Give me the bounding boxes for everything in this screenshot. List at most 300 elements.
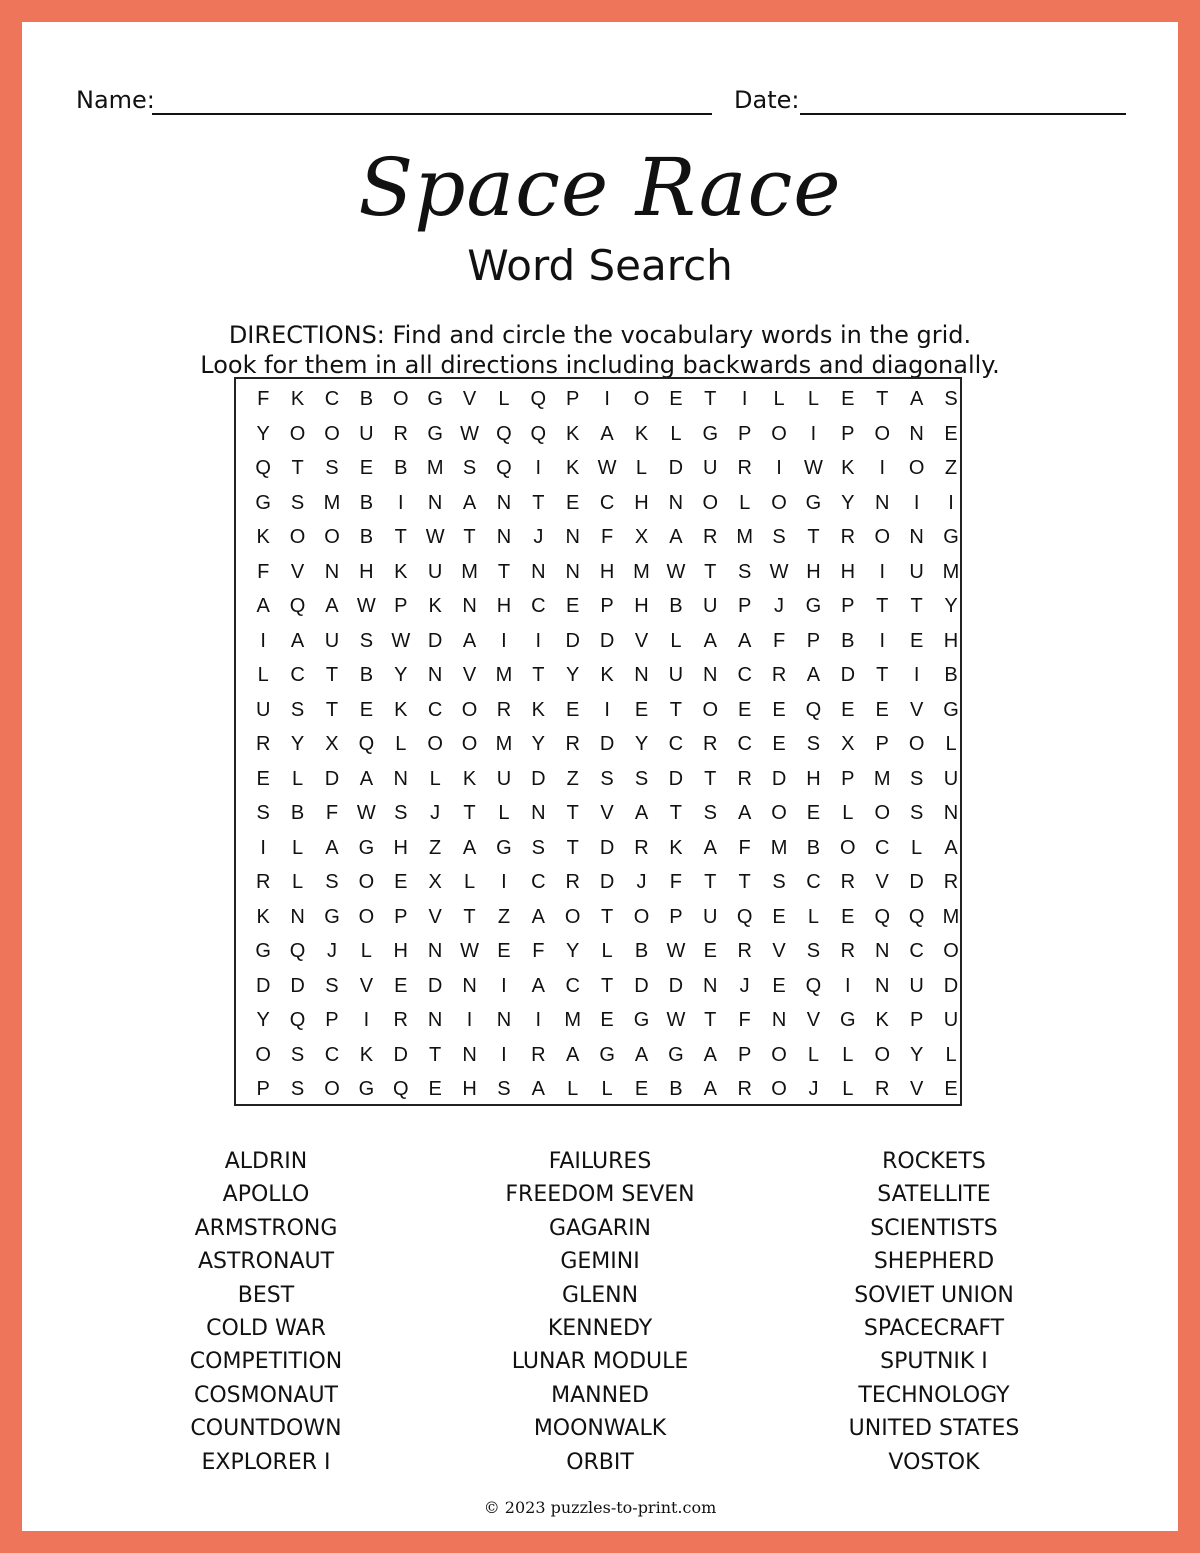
- grid-letter[interactable]: Q: [805, 974, 822, 997]
- grid-letter[interactable]: M: [873, 767, 891, 790]
- grid-letter[interactable]: T: [669, 698, 682, 721]
- grid-letter[interactable]: R: [703, 526, 718, 548]
- grid-letter[interactable]: D: [255, 974, 271, 997]
- grid-letter[interactable]: W: [425, 526, 445, 548]
- grid-letter[interactable]: B: [359, 491, 374, 514]
- grid-letter[interactable]: E: [566, 698, 580, 721]
- grid-letter[interactable]: P: [806, 629, 821, 652]
- grid-letter[interactable]: I: [501, 871, 507, 893]
- grid-letter[interactable]: Q: [496, 422, 512, 445]
- grid-letter[interactable]: K: [669, 836, 683, 859]
- grid-letter[interactable]: C: [875, 836, 890, 859]
- grid-letter[interactable]: A: [600, 422, 614, 445]
- grid-letter[interactable]: R: [255, 733, 271, 755]
- grid-letter[interactable]: D: [565, 629, 580, 652]
- grid-letter[interactable]: K: [428, 595, 442, 617]
- grid-letter[interactable]: N: [496, 491, 512, 514]
- grid-letter[interactable]: X: [428, 871, 442, 893]
- grid-letter[interactable]: T: [704, 871, 717, 893]
- grid-letter[interactable]: E: [875, 698, 889, 721]
- grid-letter[interactable]: D: [427, 629, 443, 652]
- grid-letter[interactable]: G: [943, 526, 959, 548]
- grid-letter[interactable]: A: [703, 629, 717, 652]
- grid-letter[interactable]: U: [496, 767, 512, 790]
- grid-letter[interactable]: P: [256, 1078, 270, 1100]
- grid-letter[interactable]: L: [601, 1078, 613, 1100]
- grid-letter[interactable]: N: [875, 491, 890, 514]
- grid-letter[interactable]: N: [496, 1009, 512, 1031]
- grid-letter[interactable]: H: [599, 560, 615, 583]
- grid-letter[interactable]: T: [463, 905, 476, 928]
- grid-letter[interactable]: T: [532, 664, 545, 686]
- grid-letter[interactable]: Q: [289, 1009, 306, 1031]
- grid-letter[interactable]: B: [394, 457, 408, 479]
- grid-letter[interactable]: P: [841, 767, 855, 790]
- grid-letter[interactable]: N: [565, 526, 580, 548]
- grid-letter[interactable]: I: [845, 974, 851, 997]
- grid-letter[interactable]: N: [565, 560, 580, 583]
- grid-letter[interactable]: B: [634, 940, 649, 962]
- grid-letter[interactable]: T: [704, 1009, 717, 1031]
- grid-letter[interactable]: L: [739, 491, 751, 514]
- grid-letter[interactable]: K: [256, 905, 270, 928]
- grid-letter[interactable]: K: [566, 457, 580, 479]
- grid-letter[interactable]: D: [599, 629, 615, 652]
- grid-letter[interactable]: T: [600, 974, 614, 997]
- grid-letter[interactable]: S: [325, 871, 339, 893]
- grid-letter[interactable]: N: [531, 802, 546, 824]
- grid-letter[interactable]: R: [565, 871, 580, 893]
- grid-letter[interactable]: L: [670, 422, 682, 445]
- grid-letter[interactable]: A: [703, 836, 717, 859]
- grid-letter[interactable]: S: [531, 836, 545, 859]
- grid-letter[interactable]: H: [359, 560, 374, 583]
- grid-letter[interactable]: A: [462, 836, 477, 859]
- grid-letter[interactable]: V: [875, 871, 889, 893]
- grid-letter[interactable]: W: [356, 595, 376, 617]
- grid-letter[interactable]: R: [840, 871, 856, 893]
- grid-letter[interactable]: I: [913, 664, 920, 686]
- grid-letter[interactable]: U: [703, 595, 718, 617]
- grid-letter[interactable]: O: [324, 526, 340, 548]
- grid-letter[interactable]: Y: [944, 595, 958, 617]
- grid-letter[interactable]: L: [292, 836, 304, 859]
- grid-letter[interactable]: K: [634, 422, 649, 445]
- grid-letter[interactable]: Q: [289, 595, 306, 617]
- grid-letter[interactable]: Y: [531, 733, 545, 755]
- grid-letter[interactable]: D: [943, 974, 959, 997]
- grid-letter[interactable]: D: [599, 733, 615, 755]
- grid-letter[interactable]: E: [256, 767, 270, 790]
- grid-letter[interactable]: W: [356, 802, 376, 824]
- grid-letter[interactable]: L: [292, 767, 304, 790]
- grid-letter[interactable]: N: [909, 422, 924, 445]
- grid-letter[interactable]: N: [531, 560, 546, 583]
- grid-letter[interactable]: Y: [841, 491, 855, 514]
- grid-letter[interactable]: A: [909, 388, 924, 410]
- grid-letter[interactable]: D: [290, 974, 305, 997]
- grid-letter[interactable]: O: [771, 802, 787, 824]
- grid-letter[interactable]: E: [669, 388, 683, 410]
- grid-letter[interactable]: D: [324, 767, 340, 790]
- grid-letter[interactable]: D: [634, 974, 649, 997]
- grid-letter[interactable]: O: [427, 733, 443, 755]
- grid-letter[interactable]: S: [325, 974, 339, 997]
- grid-letter[interactable]: H: [393, 940, 408, 962]
- grid-letter[interactable]: U: [943, 1009, 959, 1031]
- grid-letter[interactable]: I: [535, 457, 542, 479]
- grid-letter[interactable]: S: [290, 491, 305, 514]
- grid-letter[interactable]: L: [498, 802, 510, 824]
- grid-letter[interactable]: E: [703, 940, 717, 962]
- grid-letter[interactable]: S: [497, 1078, 511, 1100]
- grid-letter[interactable]: P: [394, 595, 408, 617]
- grid-letter[interactable]: I: [501, 629, 507, 652]
- grid-letter[interactable]: G: [943, 698, 959, 721]
- grid-letter[interactable]: A: [256, 595, 270, 617]
- grid-letter[interactable]: I: [604, 388, 610, 410]
- grid-letter[interactable]: E: [909, 629, 924, 652]
- grid-letter[interactable]: U: [359, 422, 374, 445]
- grid-letter[interactable]: A: [566, 1043, 580, 1066]
- grid-letter[interactable]: L: [567, 1078, 579, 1100]
- grid-letter[interactable]: U: [703, 457, 718, 479]
- grid-letter[interactable]: W: [666, 940, 686, 962]
- grid-letter[interactable]: B: [841, 629, 855, 652]
- grid-letter[interactable]: V: [600, 802, 614, 824]
- grid-letter[interactable]: O: [943, 940, 959, 962]
- grid-letter[interactable]: O: [874, 1043, 890, 1066]
- grid-letter[interactable]: O: [633, 905, 650, 928]
- grid-letter[interactable]: L: [773, 388, 785, 410]
- grid-letter[interactable]: T: [429, 1043, 442, 1066]
- grid-letter[interactable]: P: [737, 422, 752, 445]
- grid-letter[interactable]: D: [599, 871, 615, 893]
- grid-letter[interactable]: O: [255, 1043, 271, 1066]
- grid-letter[interactable]: O: [461, 733, 478, 755]
- grid-letter[interactable]: E: [841, 698, 855, 721]
- grid-letter[interactable]: U: [427, 560, 443, 583]
- grid-letter[interactable]: P: [737, 595, 752, 617]
- grid-letter[interactable]: A: [531, 905, 545, 928]
- grid-letter[interactable]: K: [290, 388, 305, 410]
- grid-letter[interactable]: P: [909, 1009, 924, 1031]
- grid-letter[interactable]: L: [911, 836, 923, 859]
- grid-letter[interactable]: O: [324, 1078, 340, 1100]
- grid-letter[interactable]: N: [909, 526, 924, 548]
- grid-letter[interactable]: C: [668, 733, 684, 755]
- grid-letter[interactable]: I: [535, 629, 542, 652]
- grid-letter[interactable]: I: [776, 457, 782, 479]
- grid-letter[interactable]: N: [324, 560, 340, 583]
- grid-letter[interactable]: N: [462, 595, 477, 617]
- grid-letter[interactable]: A: [737, 629, 752, 652]
- grid-letter[interactable]: O: [702, 491, 719, 514]
- grid-letter[interactable]: G: [805, 491, 822, 514]
- grid-letter[interactable]: P: [737, 1043, 752, 1066]
- grid-letter[interactable]: F: [325, 802, 339, 824]
- grid-letter[interactable]: W: [460, 422, 479, 445]
- grid-letter[interactable]: E: [772, 698, 786, 721]
- grid-letter[interactable]: M: [942, 560, 960, 583]
- grid-letter[interactable]: A: [634, 1043, 649, 1066]
- grid-letter[interactable]: E: [428, 1078, 442, 1100]
- grid-letter[interactable]: H: [393, 836, 408, 859]
- grid-letter[interactable]: A: [325, 595, 339, 617]
- grid-letter[interactable]: O: [358, 905, 375, 928]
- grid-letter[interactable]: K: [256, 526, 270, 548]
- grid-letter[interactable]: I: [879, 457, 885, 479]
- grid-letter[interactable]: D: [531, 767, 546, 790]
- grid-letter[interactable]: R: [393, 1009, 408, 1031]
- grid-letter[interactable]: G: [633, 1009, 650, 1031]
- grid-letter[interactable]: M: [564, 1009, 582, 1031]
- grid-letter[interactable]: F: [738, 1009, 751, 1031]
- grid-letter[interactable]: M: [495, 733, 513, 755]
- grid-letter[interactable]: W: [597, 457, 617, 479]
- grid-letter[interactable]: C: [599, 491, 615, 514]
- grid-letter[interactable]: L: [842, 802, 854, 824]
- grid-letter[interactable]: M: [736, 526, 753, 548]
- grid-letter[interactable]: S: [600, 767, 614, 790]
- grid-letter[interactable]: T: [600, 905, 614, 928]
- grid-letter[interactable]: J: [636, 871, 647, 893]
- grid-letter[interactable]: G: [358, 1078, 375, 1100]
- grid-letter[interactable]: P: [841, 422, 855, 445]
- grid-letter[interactable]: Y: [394, 664, 408, 686]
- grid-letter[interactable]: S: [394, 802, 408, 824]
- grid-letter[interactable]: V: [806, 1009, 821, 1031]
- grid-letter[interactable]: H: [496, 595, 512, 617]
- grid-letter[interactable]: O: [771, 1078, 787, 1100]
- grid-letter[interactable]: O: [771, 422, 787, 445]
- grid-letter[interactable]: Y: [566, 664, 580, 686]
- grid-letter[interactable]: N: [496, 526, 512, 548]
- grid-letter[interactable]: S: [909, 767, 924, 790]
- grid-letter[interactable]: A: [806, 664, 821, 686]
- grid-letter[interactable]: Z: [497, 905, 511, 928]
- grid-letter[interactable]: M: [323, 491, 341, 514]
- grid-letter[interactable]: O: [840, 836, 856, 859]
- grid-letter[interactable]: E: [944, 1078, 958, 1100]
- grid-letter[interactable]: K: [566, 422, 580, 445]
- grid-letter[interactable]: Q: [255, 457, 271, 479]
- grid-letter[interactable]: Y: [909, 1043, 924, 1066]
- grid-letter[interactable]: U: [703, 905, 718, 928]
- grid-letter[interactable]: H: [462, 1078, 477, 1100]
- grid-letter[interactable]: A: [531, 974, 545, 997]
- grid-letter[interactable]: D: [771, 767, 787, 790]
- grid-letter[interactable]: J: [430, 802, 441, 824]
- grid-letter[interactable]: E: [806, 802, 821, 824]
- grid-letter[interactable]: N: [427, 1009, 443, 1031]
- grid-letter[interactable]: L: [463, 871, 476, 893]
- grid-letter[interactable]: R: [840, 526, 856, 548]
- grid-letter[interactable]: R: [531, 1043, 546, 1066]
- grid-letter[interactable]: H: [840, 560, 856, 583]
- grid-letter[interactable]: M: [770, 836, 788, 859]
- grid-letter[interactable]: O: [908, 733, 925, 755]
- grid-letter[interactable]: L: [807, 905, 819, 928]
- grid-letter[interactable]: S: [703, 802, 717, 824]
- grid-letter[interactable]: I: [879, 560, 885, 583]
- grid-letter[interactable]: B: [944, 664, 958, 686]
- grid-letter[interactable]: H: [806, 767, 821, 790]
- grid-letter[interactable]: V: [462, 388, 477, 410]
- grid-letter[interactable]: G: [840, 1009, 856, 1031]
- grid-letter[interactable]: S: [290, 1078, 305, 1100]
- grid-letter[interactable]: C: [324, 1043, 340, 1066]
- grid-letter[interactable]: S: [944, 388, 958, 410]
- grid-letter[interactable]: X: [325, 733, 339, 755]
- grid-letter[interactable]: I: [363, 1009, 370, 1031]
- grid-letter[interactable]: N: [427, 940, 443, 962]
- grid-letter[interactable]: B: [359, 664, 374, 686]
- grid-letter[interactable]: S: [290, 1043, 305, 1066]
- grid-letter[interactable]: R: [943, 871, 959, 893]
- grid-letter[interactable]: P: [875, 733, 889, 755]
- grid-letter[interactable]: D: [427, 974, 443, 997]
- grid-letter[interactable]: H: [806, 560, 821, 583]
- grid-letter[interactable]: R: [771, 664, 787, 686]
- grid-letter[interactable]: E: [841, 388, 855, 410]
- grid-letter[interactable]: G: [255, 940, 271, 962]
- grid-letter[interactable]: R: [496, 698, 512, 721]
- grid-letter[interactable]: E: [497, 940, 511, 962]
- grid-letter[interactable]: S: [325, 457, 339, 479]
- grid-letter[interactable]: Q: [530, 422, 547, 445]
- grid-letter[interactable]: N: [668, 491, 684, 514]
- grid-letter[interactable]: I: [397, 491, 404, 514]
- grid-letter[interactable]: U: [909, 974, 924, 997]
- grid-letter[interactable]: T: [738, 871, 751, 893]
- grid-letter[interactable]: Q: [805, 698, 822, 721]
- grid-letter[interactable]: L: [842, 1078, 854, 1100]
- grid-letter[interactable]: P: [566, 388, 580, 410]
- grid-letter[interactable]: U: [324, 629, 340, 652]
- grid-letter[interactable]: E: [772, 733, 786, 755]
- grid-letter[interactable]: H: [634, 595, 649, 617]
- grid-letter[interactable]: L: [635, 457, 648, 479]
- grid-letter[interactable]: R: [565, 733, 580, 755]
- grid-letter[interactable]: N: [634, 664, 649, 686]
- grid-letter[interactable]: N: [462, 974, 477, 997]
- grid-letter[interactable]: C: [531, 871, 546, 893]
- grid-letter[interactable]: E: [737, 698, 752, 721]
- grid-letter[interactable]: E: [600, 1009, 614, 1031]
- grid-letter[interactable]: A: [290, 629, 305, 652]
- grid-letter[interactable]: G: [255, 491, 271, 514]
- grid-letter[interactable]: V: [909, 1078, 924, 1100]
- grid-letter[interactable]: V: [462, 664, 477, 686]
- grid-letter[interactable]: Y: [290, 733, 305, 755]
- grid-letter[interactable]: T: [566, 802, 579, 824]
- grid-letter[interactable]: E: [772, 905, 786, 928]
- grid-letter[interactable]: G: [427, 388, 443, 410]
- grid-letter[interactable]: G: [599, 1043, 615, 1066]
- grid-letter[interactable]: C: [909, 940, 924, 962]
- grid-letter[interactable]: D: [599, 836, 615, 859]
- grid-letter[interactable]: G: [427, 422, 443, 445]
- grid-letter[interactable]: G: [496, 836, 512, 859]
- grid-letter[interactable]: C: [565, 974, 580, 997]
- grid-letter[interactable]: T: [910, 595, 923, 617]
- grid-letter[interactable]: L: [807, 388, 819, 410]
- grid-letter[interactable]: S: [806, 733, 821, 755]
- grid-letter[interactable]: Q: [908, 905, 925, 928]
- grid-letter[interactable]: I: [501, 974, 507, 997]
- grid-letter[interactable]: C: [737, 664, 752, 686]
- grid-letter[interactable]: L: [498, 388, 510, 410]
- grid-letter[interactable]: C: [290, 664, 305, 686]
- grid-letter[interactable]: B: [806, 836, 821, 859]
- grid-letter[interactable]: L: [395, 733, 407, 755]
- grid-letter[interactable]: D: [909, 871, 924, 893]
- grid-letter[interactable]: A: [462, 629, 477, 652]
- grid-letter[interactable]: N: [875, 940, 890, 962]
- grid-letter[interactable]: C: [324, 388, 340, 410]
- grid-letter[interactable]: G: [702, 422, 719, 445]
- grid-letter[interactable]: O: [874, 526, 890, 548]
- grid-letter[interactable]: T: [325, 664, 339, 686]
- grid-letter[interactable]: I: [741, 388, 748, 410]
- grid-letter[interactable]: K: [531, 698, 545, 721]
- grid-letter[interactable]: J: [774, 595, 785, 617]
- grid-letter[interactable]: R: [634, 836, 649, 859]
- grid-letter[interactable]: R: [737, 940, 752, 962]
- grid-letter[interactable]: N: [703, 974, 718, 997]
- grid-letter[interactable]: S: [772, 526, 786, 548]
- grid-letter[interactable]: F: [257, 560, 270, 583]
- grid-letter[interactable]: A: [669, 526, 683, 548]
- grid-letter[interactable]: N: [427, 664, 443, 686]
- grid-letter[interactable]: H: [943, 629, 959, 652]
- grid-letter[interactable]: O: [392, 388, 409, 410]
- grid-letter[interactable]: Q: [874, 905, 890, 928]
- grid-letter[interactable]: M: [426, 457, 444, 479]
- grid-letter[interactable]: B: [359, 388, 374, 410]
- grid-letter[interactable]: B: [359, 526, 374, 548]
- grid-letter[interactable]: A: [462, 491, 477, 514]
- grid-letter[interactable]: J: [808, 1078, 819, 1100]
- grid-letter[interactable]: Q: [530, 388, 547, 410]
- grid-letter[interactable]: E: [359, 698, 374, 721]
- grid-letter[interactable]: W: [804, 457, 823, 479]
- grid-letter[interactable]: G: [358, 836, 375, 859]
- grid-letter[interactable]: I: [810, 422, 817, 445]
- grid-letter[interactable]: T: [704, 388, 717, 410]
- grid-letter[interactable]: A: [737, 802, 752, 824]
- grid-letter[interactable]: F: [257, 388, 270, 410]
- grid-letter[interactable]: R: [737, 457, 752, 479]
- grid-letter[interactable]: L: [807, 1043, 819, 1066]
- grid-letter[interactable]: O: [633, 388, 650, 410]
- grid-letter[interactable]: E: [944, 422, 958, 445]
- grid-letter[interactable]: V: [634, 629, 649, 652]
- grid-letter[interactable]: D: [668, 974, 684, 997]
- grid-letter[interactable]: Y: [566, 940, 580, 962]
- grid-letter[interactable]: T: [463, 526, 476, 548]
- grid-letter[interactable]: E: [566, 595, 580, 617]
- grid-letter[interactable]: G: [805, 595, 822, 617]
- grid-letter[interactable]: P: [669, 905, 683, 928]
- grid-letter[interactable]: R: [840, 940, 856, 962]
- grid-letter[interactable]: K: [359, 1043, 374, 1066]
- grid-letter[interactable]: Q: [358, 733, 375, 755]
- grid-letter[interactable]: T: [497, 560, 511, 583]
- grid-letter[interactable]: N: [393, 767, 408, 790]
- grid-letter[interactable]: T: [325, 698, 339, 721]
